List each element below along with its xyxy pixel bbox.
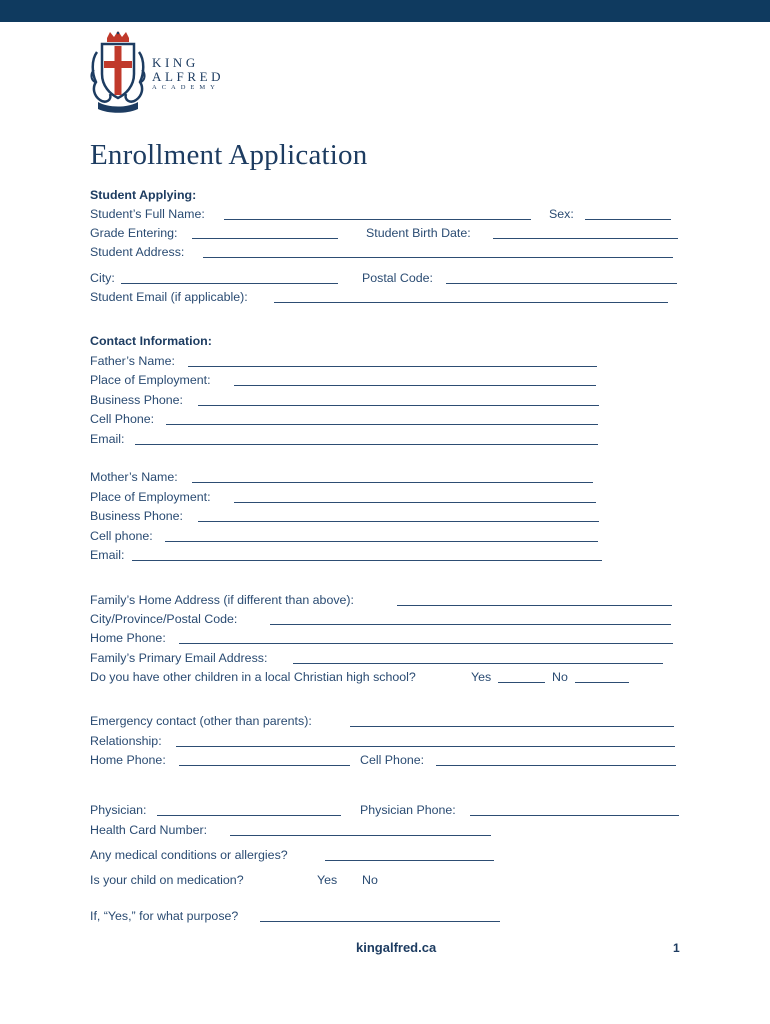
mother-name-field[interactable] [192, 482, 593, 483]
crest-icon [88, 30, 148, 114]
other-children-no-label: No [552, 670, 568, 684]
father-email-field[interactable] [135, 444, 598, 445]
family-email-field[interactable] [293, 663, 663, 664]
birth-date-label: Student Birth Date: [366, 226, 471, 240]
mother-cell-label: Cell phone: [90, 529, 153, 543]
medication-no-option[interactable]: No [362, 873, 378, 887]
mother-email-label: Email: [90, 548, 125, 562]
emergency-cell-phone-label: Cell Phone: [360, 753, 425, 767]
sex-label: Sex: [549, 207, 574, 221]
father-email-label: Email: [90, 432, 125, 446]
other-children-yes-label: Yes [471, 670, 492, 684]
mother-employment-label: Place of Employment: [90, 490, 211, 504]
city-field[interactable] [121, 283, 338, 284]
student-address-label: Student Address: [90, 245, 185, 259]
postal-code-label: Postal Code: [362, 271, 433, 285]
relationship-field[interactable] [176, 746, 675, 747]
other-children-no-field[interactable] [575, 682, 629, 683]
mother-employment-field[interactable] [234, 502, 596, 503]
city-province-postal-label: City/Province/Postal Code: [90, 612, 238, 626]
mother-cell-field[interactable] [165, 541, 598, 542]
logo-name-line1: KING [152, 55, 199, 70]
logo-name-line2: ALFRED [152, 69, 225, 84]
relationship-label: Relationship: [90, 734, 162, 748]
medication-label: Is your child on medication? [90, 873, 244, 887]
website-link[interactable]: kingalfred.ca [356, 940, 437, 955]
father-cell-field[interactable] [166, 424, 598, 425]
logo-name-line3: ACADEMY [152, 84, 220, 91]
medication-purpose-label: If, “Yes,” for what purpose? [90, 909, 239, 923]
medication-purpose-field[interactable] [260, 921, 500, 922]
grade-entering-label: Grade Entering: [90, 226, 178, 240]
mother-name-label: Mother’s Name: [90, 470, 178, 484]
emergency-home-phone-field[interactable] [179, 765, 350, 766]
student-address-field[interactable] [203, 257, 673, 258]
health-card-field[interactable] [230, 835, 491, 836]
student-full-name-field[interactable] [224, 219, 531, 220]
page-title: Enrollment Application [90, 139, 368, 171]
family-email-label: Family’s Primary Email Address: [90, 651, 268, 665]
mother-business-phone-label: Business Phone: [90, 509, 183, 523]
emergency-contact-field[interactable] [350, 726, 674, 727]
father-business-phone-label: Business Phone: [90, 393, 183, 407]
mother-email-field[interactable] [132, 560, 602, 561]
emergency-cell-phone-field[interactable] [436, 765, 676, 766]
father-name-field[interactable] [188, 366, 597, 367]
contact-section-heading: Contact Information: [90, 334, 212, 348]
mother-business-phone-field[interactable] [198, 521, 599, 522]
father-name-label: Father’s Name: [90, 354, 175, 368]
physician-phone-field[interactable] [470, 815, 679, 816]
physician-field[interactable] [157, 815, 341, 816]
health-card-label: Health Card Number: [90, 823, 208, 837]
other-children-yes-field[interactable] [498, 682, 545, 683]
father-employment-label: Place of Employment: [90, 373, 211, 387]
medication-yes-option[interactable]: Yes [317, 873, 338, 887]
family-home-phone-field[interactable] [179, 643, 673, 644]
father-employment-field[interactable] [234, 385, 596, 386]
city-label: City: [90, 271, 115, 285]
family-home-phone-label: Home Phone: [90, 631, 166, 645]
physician-phone-label: Physician Phone: [360, 803, 456, 817]
medical-conditions-field[interactable] [325, 860, 494, 861]
student-section-heading: Student Applying: [90, 188, 197, 202]
school-logo [88, 30, 238, 114]
family-home-address-field[interactable] [397, 605, 672, 606]
other-children-label: Do you have other children in a local Christian high school? [90, 670, 416, 684]
emergency-home-phone-label: Home Phone: [90, 753, 166, 767]
postal-code-field[interactable] [446, 283, 677, 284]
physician-label: Physician: [90, 803, 147, 817]
medical-conditions-label: Any medical conditions or allergies? [90, 848, 288, 862]
father-business-phone-field[interactable] [198, 405, 599, 406]
family-home-address-label: Family’s Home Address (if different than above): [90, 593, 354, 607]
grade-entering-field[interactable] [192, 238, 338, 239]
city-province-postal-field[interactable] [270, 624, 671, 625]
father-cell-label: Cell Phone: [90, 412, 155, 426]
sex-field[interactable] [585, 219, 671, 220]
student-email-field[interactable] [274, 302, 668, 303]
student-full-name-label: Student’s Full Name: [90, 207, 205, 221]
page-number: 1 [673, 941, 680, 955]
student-email-label: Student Email (if applicable): [90, 290, 248, 304]
top-banner [0, 0, 770, 22]
birth-date-field[interactable] [493, 238, 678, 239]
emergency-contact-label: Emergency contact (other than parents): [90, 714, 312, 728]
